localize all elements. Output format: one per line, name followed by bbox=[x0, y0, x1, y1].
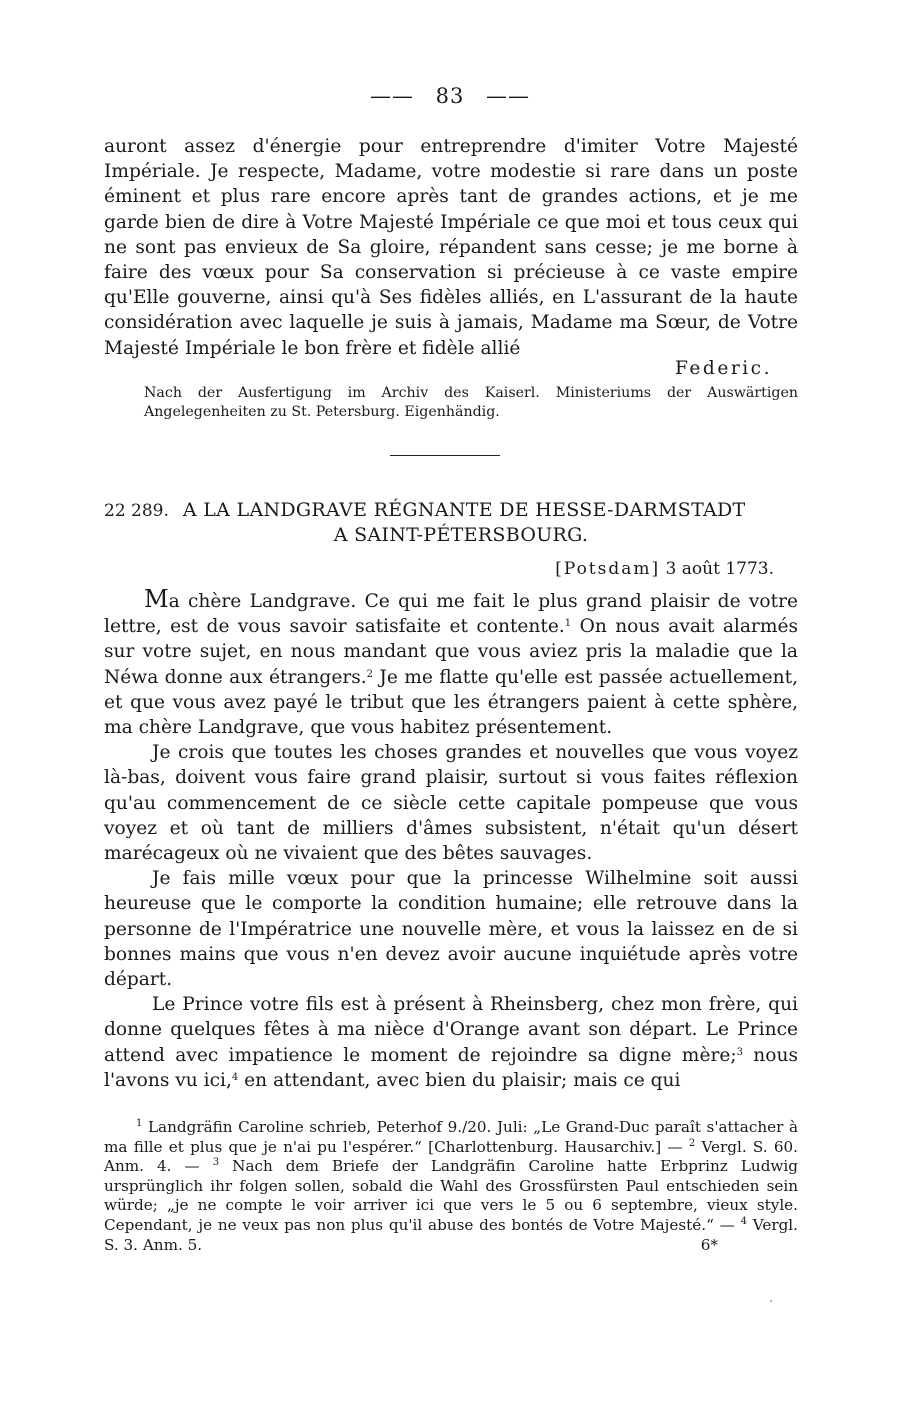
page-number-value: 83 bbox=[435, 84, 465, 108]
paragraph-4-part-c: en attendant, avec bien du plaisir; mais ce qui bbox=[238, 1069, 681, 1091]
footnote-ref-1[interactable]: 1 bbox=[564, 618, 572, 630]
letter-paragraph-2: Je crois que toutes les choses grandes et nouvelles que vous voyez là-bas, doivent vous faire grand plaisir, surtout si vous faites réflexion qu'au commencement de ce siècle cette capitale pompeuse que vous voyez et où tant de milliers d'âmes subsistent, n'était qu'un désert marécageux où ne vivaient que des bêtes sauvages. bbox=[104, 742, 798, 865]
source-note-text: Nach der Ausfertigung im Archiv des Kaiserl. Ministeriums der Auswärtigen Angelegenheiten zu St. Petersburg. Eigenhändig. bbox=[144, 385, 798, 420]
section-divider bbox=[390, 455, 500, 456]
letter-paragraph-1 bbox=[104, 587, 798, 740]
continuation-text: auront assez d'énergie pour entreprendre d'imiter Votre Majesté Impériale. Je respecte, Madame, votre modestie si rare dans un poste éminent et plus rare encore après tant de grandes actions, et je me garde bien de dire à Votre Majesté Impériale ce que moi et tous ceux qui ne sont pas envieux de Sa gloire, répandent sans cesse; je me borne à faire des vœux pour Sa conservation si précieuse à ce vaste empire qu'Elle gouverne, ainsi qu'à Ses fidèles alliés, en L'assurant de la haute considération avec laquelle je suis à jamais, Madame ma Sœur, de Votre Majesté Impériale le bon frère et fidèle allié bbox=[104, 136, 798, 359]
paper-speck bbox=[770, 1300, 772, 1302]
letter-signature: Federic. bbox=[675, 358, 772, 379]
letter-dateline bbox=[555, 559, 774, 579]
letter-body bbox=[104, 587, 798, 1093]
footnote-mark-1: 1 bbox=[136, 1118, 143, 1129]
footnotes bbox=[104, 1118, 798, 1255]
footnote-ref-3[interactable]: 3 bbox=[736, 1046, 743, 1058]
footnote-3: Nach dem Briefe der Landgräfin Caroline hatte Erbprinz Ludwig ursprünglich ihr folgen sollen, sobald die Wahl des Grossfürsten Paul entschieden sein würde; „je ne compte le voir arriver ici que vers le 5 ou 6 septembre, vieux style. Cependant, je ne veux pas non plus qu'il abuse des bontés de Votre Majesté.“ — bbox=[104, 1157, 798, 1234]
page-number bbox=[0, 84, 900, 108]
paragraph-4-part-a: Le Prince votre fils est à présent à Rheinsberg, chez mon frère, qui donne quelques fêtes à ma nièce d'Orange avant son départ. Le Prince attend avec impatience le moment de rejoindre sa digne mère; bbox=[104, 994, 798, 1066]
footnote-1: Landgräfin Caroline schrieb, Peterhof 9./20. Juli: „Le Grand-Duc paraît s'attacher à ma fille et plus que je n'ai pu l'espérer.“ [Charlottenburg. Hausarchiv.] — bbox=[104, 1118, 798, 1156]
footnote-ref-4[interactable]: 4 bbox=[231, 1071, 239, 1083]
letter-initial: M bbox=[144, 585, 169, 613]
letter-number: 22 289. bbox=[104, 501, 169, 521]
footnote-2: Vergl. S. 60. Anm. 4. — bbox=[104, 1137, 798, 1176]
paragraph-4-part-b: nous l'avons vu ici, bbox=[104, 1044, 798, 1091]
footnote-mark-4: 4 bbox=[740, 1215, 747, 1227]
footnote-mark-3: 3 bbox=[212, 1157, 220, 1169]
paragraph-1-part-c: Je me flatte qu'elle est passée actuellement, et que vous avez payé le tribut que les étrangers paient à cette sphère, ma chère Landgrave, que vous habitez présentement. bbox=[104, 666, 799, 739]
footnotes-text bbox=[104, 1118, 798, 1255]
paragraph-1-part-a: a chère Landgrave. Ce qui me fait le plus grand plaisir de votre lettre, est de vous savoir satisfaite et contente. bbox=[104, 591, 798, 638]
paragraph-1-part-b: On nous avait alarmés sur votre sujet, en nous mandant que vous aviez pris la maladie que la Néwa donne aux étrangers. bbox=[104, 616, 798, 688]
letter-paragraph-4 bbox=[104, 992, 798, 1093]
footnote-mark-2: 2 bbox=[688, 1137, 696, 1149]
letter-heading bbox=[104, 498, 798, 547]
previous-letter-continuation bbox=[104, 134, 798, 361]
footnote-ref-2[interactable]: 2 bbox=[366, 668, 374, 680]
dateline-date: 3 août 1773. bbox=[665, 559, 774, 579]
letter-paragraph-3: Je fais mille vœux pour que la princesse Wilhelmine soit aussi heureuse que le comporte la condition humaine; elle retrouve dans la personne de l'Impératrice une nouvelle mère, et vous la laissez en de si bonnes mains que vous n'en devez avoir aucune inquiétude après votre départ. bbox=[104, 868, 798, 991]
page-number-dash-left: —— bbox=[369, 84, 414, 108]
printer-signature-mark: 6* bbox=[700, 1235, 718, 1254]
letter-title-line1: A LA LANDGRAVE RÉGNANTE DE HESSE-DARMSTADT bbox=[182, 499, 746, 521]
page-number-dash-right: —— bbox=[486, 84, 531, 108]
letter-title-line2: A SAINT-PÉTERSBOURG. bbox=[333, 524, 589, 546]
footnote-4: Vergl. S. 3. Anm. 5. bbox=[104, 1215, 798, 1254]
source-note bbox=[104, 384, 798, 421]
dateline-place: [Potsdam] bbox=[555, 559, 661, 579]
